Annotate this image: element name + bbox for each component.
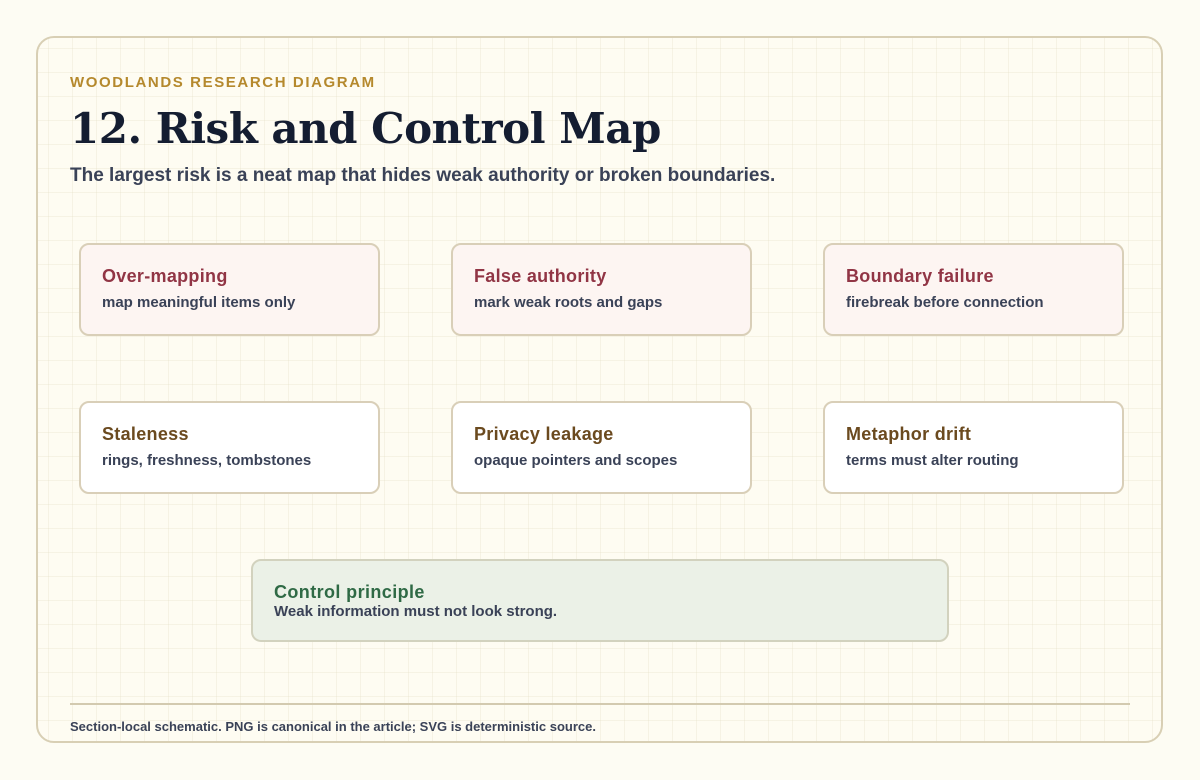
- risk-card-title: Staleness: [102, 424, 189, 444]
- risk-card-false-authority: [451, 243, 752, 336]
- risk-card-desc: terms must alter routing: [846, 452, 1019, 469]
- eyebrow-label: WOODLANDS RESEARCH DIAGRAM: [70, 74, 376, 91]
- risk-card-title: Metaphor drift: [846, 424, 972, 444]
- risk-card-title: Privacy leakage: [474, 424, 614, 444]
- page-title: 12. Risk and Control Map: [70, 104, 661, 153]
- risk-card-over-mapping: [79, 243, 380, 336]
- control-principle-box: [251, 559, 949, 642]
- risk-card-desc: opaque pointers and scopes: [474, 452, 678, 469]
- risk-card-desc: rings, freshness, tombstones: [102, 452, 312, 469]
- risk-card-boundary-failure: [823, 243, 1124, 336]
- footer-divider: [70, 703, 1130, 705]
- footer-note: Section-local schematic. PNG is canonical in the article; SVG is deterministic source.: [70, 719, 596, 734]
- risk-card-privacy-leakage: [451, 401, 752, 494]
- risk-card-title: Boundary failure: [846, 266, 994, 286]
- risk-card-title: False authority: [474, 266, 607, 286]
- risk-card-metaphor-drift: [823, 401, 1124, 494]
- risk-card-staleness: [79, 401, 380, 494]
- control-principle-title: Control principle: [274, 582, 425, 602]
- risk-card-desc: map meaningful items only: [102, 294, 296, 311]
- risk-card-desc: mark weak roots and gaps: [474, 294, 663, 311]
- risk-card-title: Over-mapping: [102, 266, 228, 286]
- risk-card-desc: firebreak before connection: [846, 294, 1044, 311]
- control-principle-desc: Weak information must not look strong.: [274, 603, 558, 620]
- page-subtitle: The largest risk is a neat map that hides weak authority or broken boundaries.: [70, 165, 776, 186]
